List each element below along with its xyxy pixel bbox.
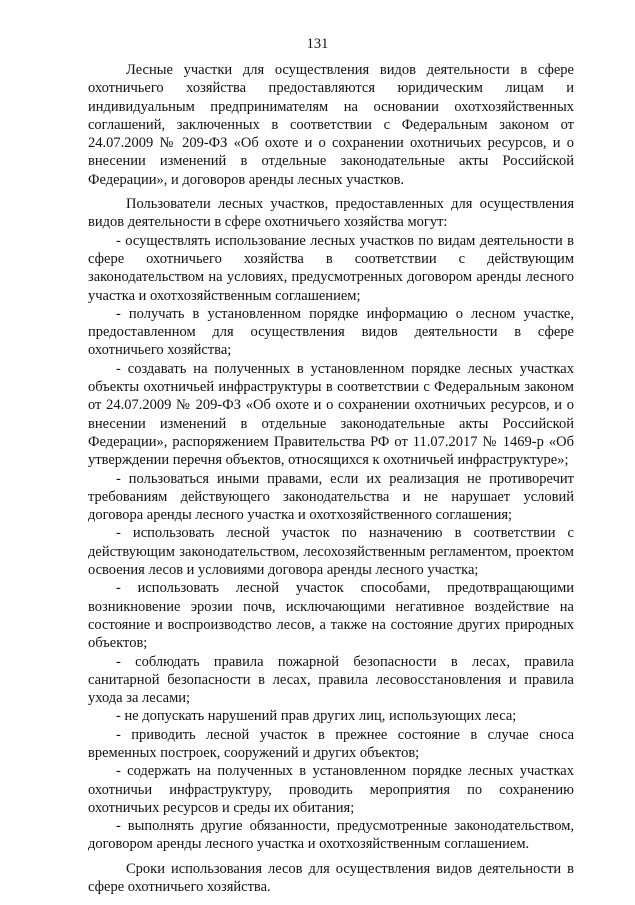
list-item: - содержать на полученных в установленном порядке лесных участках охотничьи инфраструктуру, проводить мероприятия по сохранению охотничьих ресурсов и среды их обитания;	[88, 763, 574, 816]
users-rights-intro: Пользователи лесных участков, предоставленных для осуществления видов деятельности в сфере охотничьего хозяйства могут:	[88, 196, 574, 231]
page-number: 131	[306, 36, 329, 52]
closing-paragraph: Сроки использования лесов для осуществления видов деятельности в сфере охотничьего хозяйства.	[88, 860, 574, 896]
list-item: - соблюдать правила пожарной безопасности в лесах, правила санитарной безопасности в лесах, правила лесовосстановления и правила ухода за лесами;	[88, 653, 574, 707]
list-item: - пользоваться иными правами, если их реализация не противоречит требованиям действующего законодательства и не нарушает условий договора аренды лесного участка и охотхозяйственного соглашения;	[88, 470, 574, 524]
list-item: - осуществлять использование лесных участков по видам деятельности в сфере охотничьего хозяйства в соответствии с действующим законодательством на условиях, предусмотренных договором аренды лесного участка и охотхозяйственным соглашением;	[88, 232, 574, 304]
list-item: - создавать на полученных в установленном порядке лесных участках объекты охотничьей инфраструктуры в соответствии с Федеральным законом от 24.07.2009 № 209-ФЗ «Об охоте и о сохранении охотничьих ресурсов, и о внесении изменений в отдельные законодательные акты Российской Федерации», распоряжением Правительства РФ от 11.07.2017 № 1469-р «Об утверждении перечня объектов, относящихся к охотничьей инфраструктуре»;	[88, 360, 574, 469]
list-item: - выполнять другие обязанности, предусмотренные законодательством, договором аренды лесного участка и охотхозяйственным соглашением.	[88, 818, 574, 853]
list-item: - приводить лесной участок в прежнее состояние в случае сноса временных построек, сооружений и других объектов;	[88, 726, 574, 761]
list-item: - получать в установленном порядке информацию о лесном участке, предоставленном для осуществления видов деятельности в сфере охотничьего хозяйства;	[88, 305, 574, 359]
intro-paragraph: Лесные участки для осуществления видов деятельности в сфере охотничьего хозяйства предоставляются юридическим лицам и индивидуальным предпринимателям на основании охотхозяйственных соглашений, заключенных в соответствии с Федеральным законом от 24.07.2009 № 209-ФЗ «Об охоте и о сохранении охотничьих ресурсов, и о внесении изменений в отдельные законодательные акты Российской Федерации», и договоров аренды лесных участков.	[88, 62, 574, 188]
list-item: - использовать лесной участок по назначению в соответствии с действующим законодательством, лесохозяйственным регламентом, проектом освоения лесов и условиями договора аренды лесного участка;	[88, 525, 574, 579]
list-item: - использовать лесной участок способами, предотвращающими возникновение эрозии почв, исключающими негативное воздействие на состояние и воспроизводство лесов, а также на состояние других природных объектов;	[88, 580, 574, 652]
document-body	[88, 61, 574, 896]
list-item: - не допускать нарушений прав других лиц, использующих леса;	[116, 708, 517, 725]
